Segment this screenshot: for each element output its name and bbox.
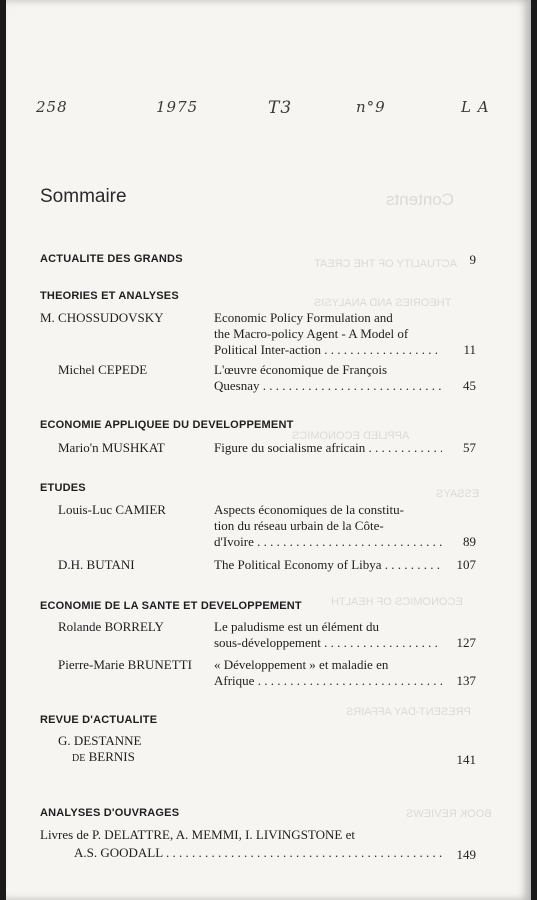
author-name: Michel CEPEDE xyxy=(58,362,148,377)
page-number: 107 xyxy=(456,557,476,572)
page-number: 149 xyxy=(456,847,476,862)
show-through-text: APPLIED ECONOMICS xyxy=(292,430,410,442)
page-number: 141 xyxy=(456,752,476,767)
article-title: The Political Economy of Libya . . . xyxy=(214,557,442,573)
author-name: Rolande BORRELY xyxy=(58,619,164,634)
author-name: Louis-Luc CAMIER xyxy=(58,502,166,517)
show-through-text: THEORIES AND ANALYSIS xyxy=(314,297,452,309)
author-name: G. DESTANNE xyxy=(58,733,142,748)
handwritten-note-5: L A xyxy=(461,98,490,116)
section-heading: ANALYSES D'OUVRAGES xyxy=(40,807,180,819)
section-heading: THEORIES ET ANALYSES xyxy=(40,290,179,302)
show-through-text: Contents xyxy=(386,190,455,209)
leader-dots xyxy=(163,845,442,860)
section-heading: ETUDES xyxy=(40,482,86,494)
show-through-text: BOOK REVIEWS xyxy=(406,808,492,820)
handwritten-note-2: 1975 xyxy=(156,98,199,116)
handwritten-note-4: n°9 xyxy=(356,98,386,116)
page-number: 11 xyxy=(463,342,476,357)
show-through-text: PRESENT-DAY AFFAIRS xyxy=(346,706,471,718)
page-number: 137 xyxy=(456,673,476,688)
page-number: 127 xyxy=(456,635,476,650)
article-title: Le paludisme est un élément du sous-développement . . . xyxy=(214,619,442,651)
document-page xyxy=(6,0,531,900)
review-line: A.S. GOODALL . . . xyxy=(74,845,442,861)
leader-dots xyxy=(321,635,442,650)
author-name: DE BERNIS xyxy=(72,749,135,764)
page-number: 89 xyxy=(463,534,476,549)
article-title: L'œuvre économique de François Quesnay . . . xyxy=(214,362,442,394)
page-title: Sommaire xyxy=(40,186,127,207)
author-name: M. CHOSSUDOVSKY xyxy=(40,310,164,325)
author-name: D.H. BUTANI xyxy=(58,557,135,572)
leader-dots xyxy=(321,342,442,357)
leader-dots xyxy=(260,378,443,393)
leader-dots xyxy=(254,673,442,688)
handwritten-note-3: T3 xyxy=(268,98,293,118)
leader-dots xyxy=(365,440,442,455)
review-line: Livres de P. DELATTRE, A. MEMMI, I. LIVINGSTONE et xyxy=(40,827,355,842)
author-name: Pierre-Marie BRUNETTI xyxy=(58,657,192,672)
section-heading: REVUE D'ACTUALITE xyxy=(40,714,158,726)
article-title: Economic Policy Formulation and the Macro-policy Agent - A Model of Political Inter-action . . . xyxy=(214,310,442,358)
leader-dots xyxy=(254,534,442,549)
show-through-text: ECONOMICS OF HEALTH xyxy=(331,596,463,608)
section-heading: ACTUALITE DES GRANDS xyxy=(40,253,183,265)
show-through-text: ACTUALITY OF THE CREAT xyxy=(314,258,458,270)
author-name: Mario'n MUSHKAT xyxy=(58,440,165,455)
show-through-text: ESSAYS xyxy=(436,488,480,500)
handwritten-note-1: 258 xyxy=(36,98,68,116)
section-heading: ECONOMIE APPLIQUEE DU DEVELOPPEMENT xyxy=(40,419,294,431)
section-heading: ECONOMIE DE LA SANTE ET DEVELOPPEMENT xyxy=(40,600,302,612)
page-number: 45 xyxy=(463,378,476,393)
article-title: Figure du socialisme africain . . . xyxy=(214,440,442,456)
leader-dots xyxy=(382,557,442,572)
page-number: 57 xyxy=(463,440,476,455)
article-title: Aspects économiques de la constitu- tion du réseau urbain de la Côte- d'Ivoire . . . xyxy=(214,502,442,550)
article-title: « Développement » et maladie en Afrique . . . xyxy=(214,657,442,689)
page-number: 9 xyxy=(469,252,476,267)
